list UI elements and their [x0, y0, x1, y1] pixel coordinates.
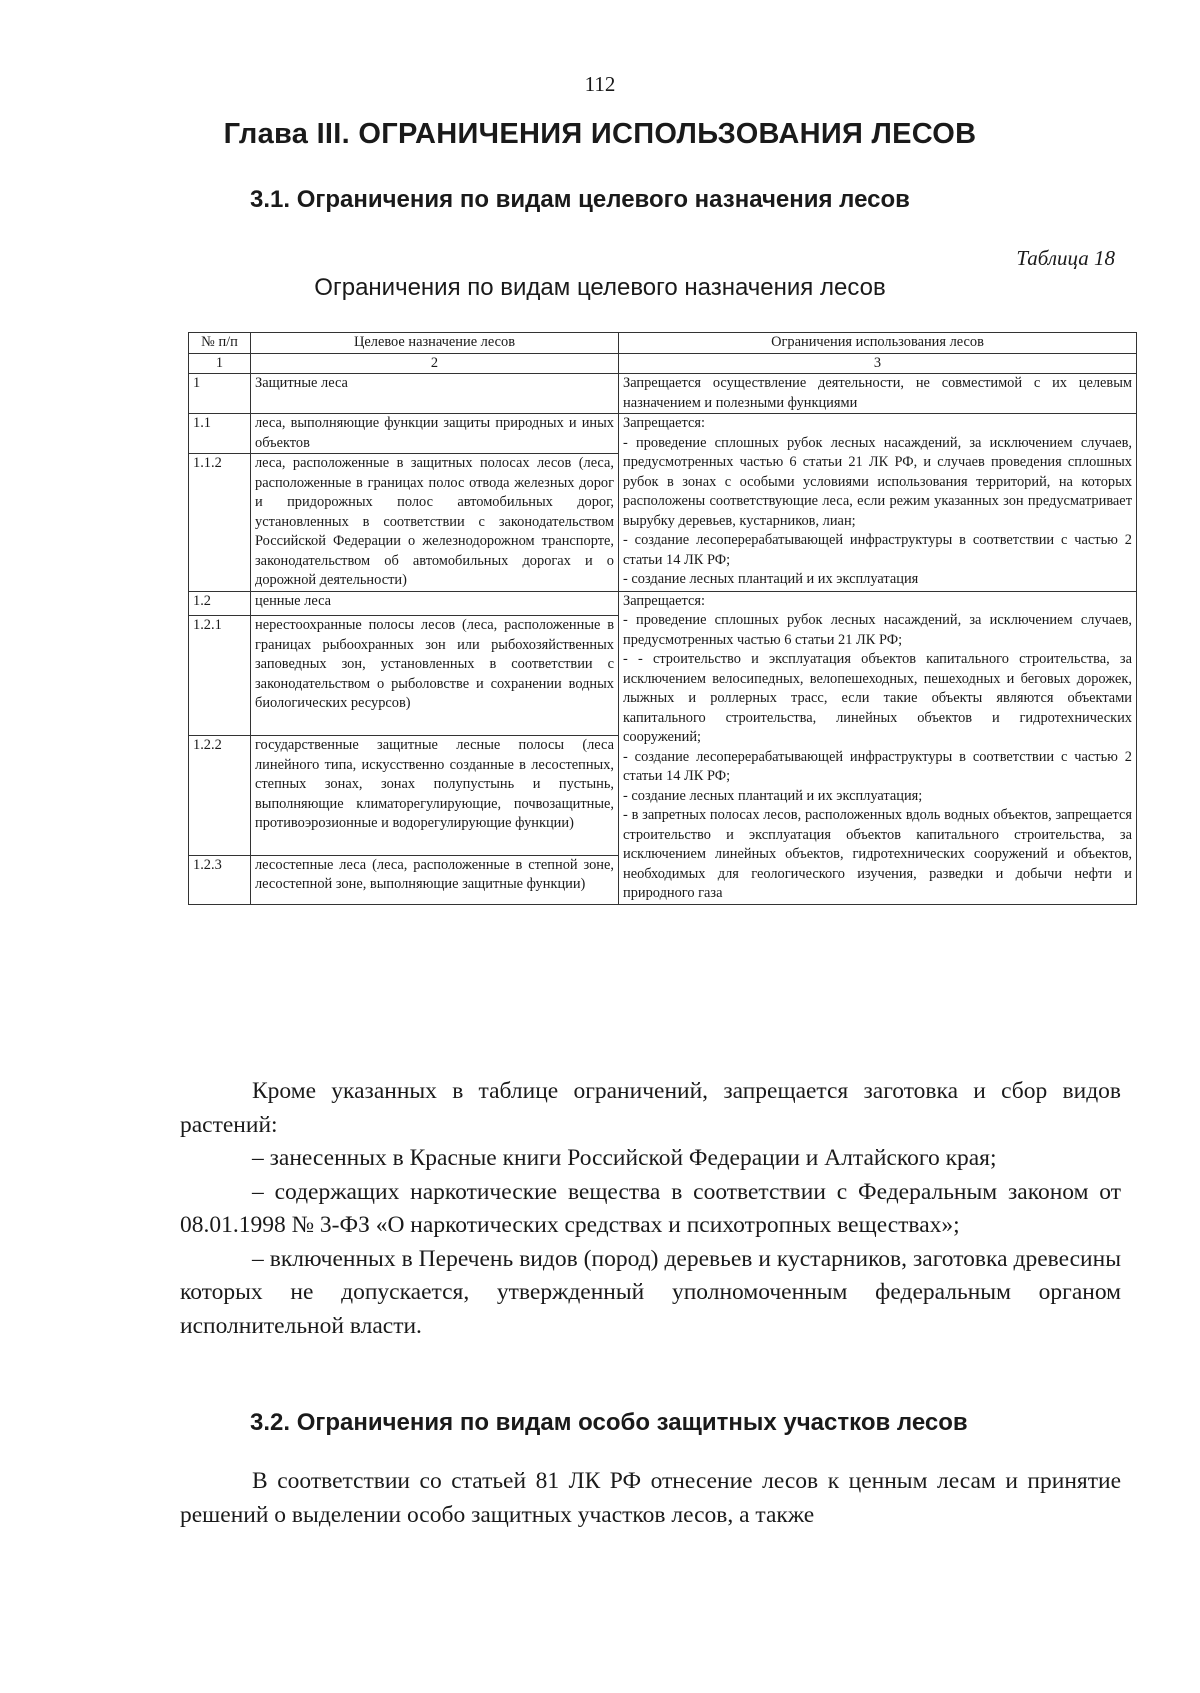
restriction-line: - проведение сплошных рубок лесных насаждений, за исключением случаев, предусмотренных частью 6 статьи 21 ЛК РФ, и случаев проведения сплошных рубок в зонах с особыми условиями использования территорий, на которых расположены соответствующие леса, если режим указанных зон предусматривает вырубку деревьев, кустарников, лиан;: [623, 434, 1132, 529]
row-purpose: леса, расположенные в защитных полосах лесов (леса, расположенные в границах полос отвода железных дорог и придорожных полос автомобильных дорог, установленных в соответствии с законодательством Российской Федерации о железнодорожном транспорте, законодательством об автомобильных дорогах и о дорожной деятельности): [251, 454, 619, 592]
list-item: – включенных в Перечень видов (пород) деревьев и кустарников, заготовка древесины которых не допускается, утвержденный уполномоченным федеральным органом исполнительной власти.: [180, 1245, 1121, 1339]
table-caption: Ограничения по видам целевого назначения лесов: [314, 274, 886, 301]
table-label: Таблица 18: [1016, 246, 1115, 270]
restrictions-table: [188, 332, 1137, 905]
table-header-row: [189, 333, 1137, 354]
restriction-line: - создание лесных плантаций и их эксплуатация: [623, 571, 919, 587]
header-cell: № п/п: [189, 333, 251, 354]
colnum-cell: 2: [251, 353, 619, 374]
page-number: 112: [584, 72, 616, 96]
restrictions-paragraphs: [180, 1075, 1121, 1343]
row-number: 1: [189, 374, 251, 414]
row-purpose: государственные защитные лесные полосы (леса линейного типа, искусственно созданные в лесостепных, степных зонах, зонах полупустынь и пустынь, выполняющие климаторегулирующие, почвозащитные, противоэрозионные и водорегулирующие функции): [251, 736, 619, 856]
restriction-line: - создание лесных плантаций и их эксплуатация;: [623, 787, 923, 804]
row-restriction: [619, 374, 1137, 414]
table-row: [189, 414, 1137, 454]
restriction-line: Запрещается:: [623, 415, 706, 431]
row-purpose: леса, выполняющие функции защиты природных и иных объектов: [251, 414, 619, 454]
table-colnum-row: [189, 353, 1137, 374]
row-number: 1.2.2: [189, 736, 251, 856]
list-item: – занесенных в Красные книги Российской Федерации и Алтайского края;: [252, 1145, 997, 1171]
section-heading-3-2: 3.2. Ограничения по видам особо защитных участков лесов: [250, 1409, 968, 1436]
row-number: 1.2.1: [189, 616, 251, 736]
row-purpose: ценные леса: [251, 591, 619, 616]
colnum-cell: 1: [189, 353, 251, 374]
row-number: 1.1.2: [189, 454, 251, 592]
restriction-line: - проведение сплошных рубок лесных насаждений, за исключением случаев, предусмотренных частью 6 статьи 21 ЛК РФ;: [623, 612, 1132, 648]
colnum-cell: 3: [619, 353, 1137, 374]
paragraph: В соответствии со статьей 81 ЛК РФ отнесение лесов к ценным лесам и принятие решений о выделении особо защитных участков лесов, а также: [180, 1468, 1121, 1528]
restriction-line: - - строительство и эксплуатация объектов капитального строительства, за исключением велосипедных, велопешеходных, пешеходных и беговых дорожек, лыжных и роллерных трасс, если такие объекты являются объектами капитального строительства, линейных объектов и гидротехнических сооружений;: [623, 651, 1132, 745]
row-restriction: [619, 414, 1137, 592]
restriction-line: Запрещается:: [623, 592, 706, 609]
table-row: [189, 374, 1137, 414]
row-number: 1.2: [189, 591, 251, 616]
row-purpose: нерестоохранные полосы лесов (леса, расположенные в границах рыбоохранных зон или рыбохозяйственных заповедных зон, установленных в соответствии с законодательством о рыболовстве и сохранении водных биологических ресурсов): [251, 616, 619, 736]
restriction-line: - в запретных полосах лесов, расположенных вдоль водных объектов, запрещается строительство и эксплуатация объектов капитального строительства, за исключением линейных объектов, гидротехнических сооружений и объектов, необходимых для геологического изучения, разведки и добычи нефти и природного газа: [623, 807, 1132, 901]
chapter-title: Глава III. ОГРАНИЧЕНИЯ ИСПОЛЬЗОВАНИЯ ЛЕСОВ: [223, 118, 977, 150]
paragraph: Кроме указанных в таблице ограничений, запрещается заготовка и сбор видов растений:: [180, 1078, 1121, 1138]
restriction-line: - создание лесоперерабатывающей инфраструктуры в соответствии с частью 2 статьи 14 ЛК РФ;: [623, 532, 1132, 568]
row-number: 1.2.3: [189, 855, 251, 904]
restriction-line: - создание лесоперерабатывающей инфраструктуры в соответствии с частью 2 статьи 14 ЛК РФ;: [623, 748, 1132, 784]
list-item: – содержащих наркотические вещества в соответствии с Федеральным законом от 08.01.1998 № 3-ФЗ «О наркотических средствах и психотропных веществах»;: [180, 1178, 1121, 1238]
section-heading-3-1: 3.1. Ограничения по видам целевого назначения лесов: [250, 186, 910, 213]
row-number: 1.1: [189, 414, 251, 454]
row-restriction: [619, 591, 1137, 904]
header-cell: Ограничения использования лесов: [619, 333, 1137, 354]
table-row: [189, 591, 1137, 616]
header-cell: Целевое назначение лесов: [251, 333, 619, 354]
row-purpose: Защитные леса: [251, 374, 619, 414]
row-purpose: лесостепные леса (леса, расположенные в степной зоне, лесостепной зоне, выполняющие защитные функции): [251, 855, 619, 904]
section-3-2-text: [180, 1465, 1121, 1532]
restriction-text: Запрещается осуществление деятельности, не совместимой с их целевым назначением и полезными функциями: [623, 375, 1132, 411]
